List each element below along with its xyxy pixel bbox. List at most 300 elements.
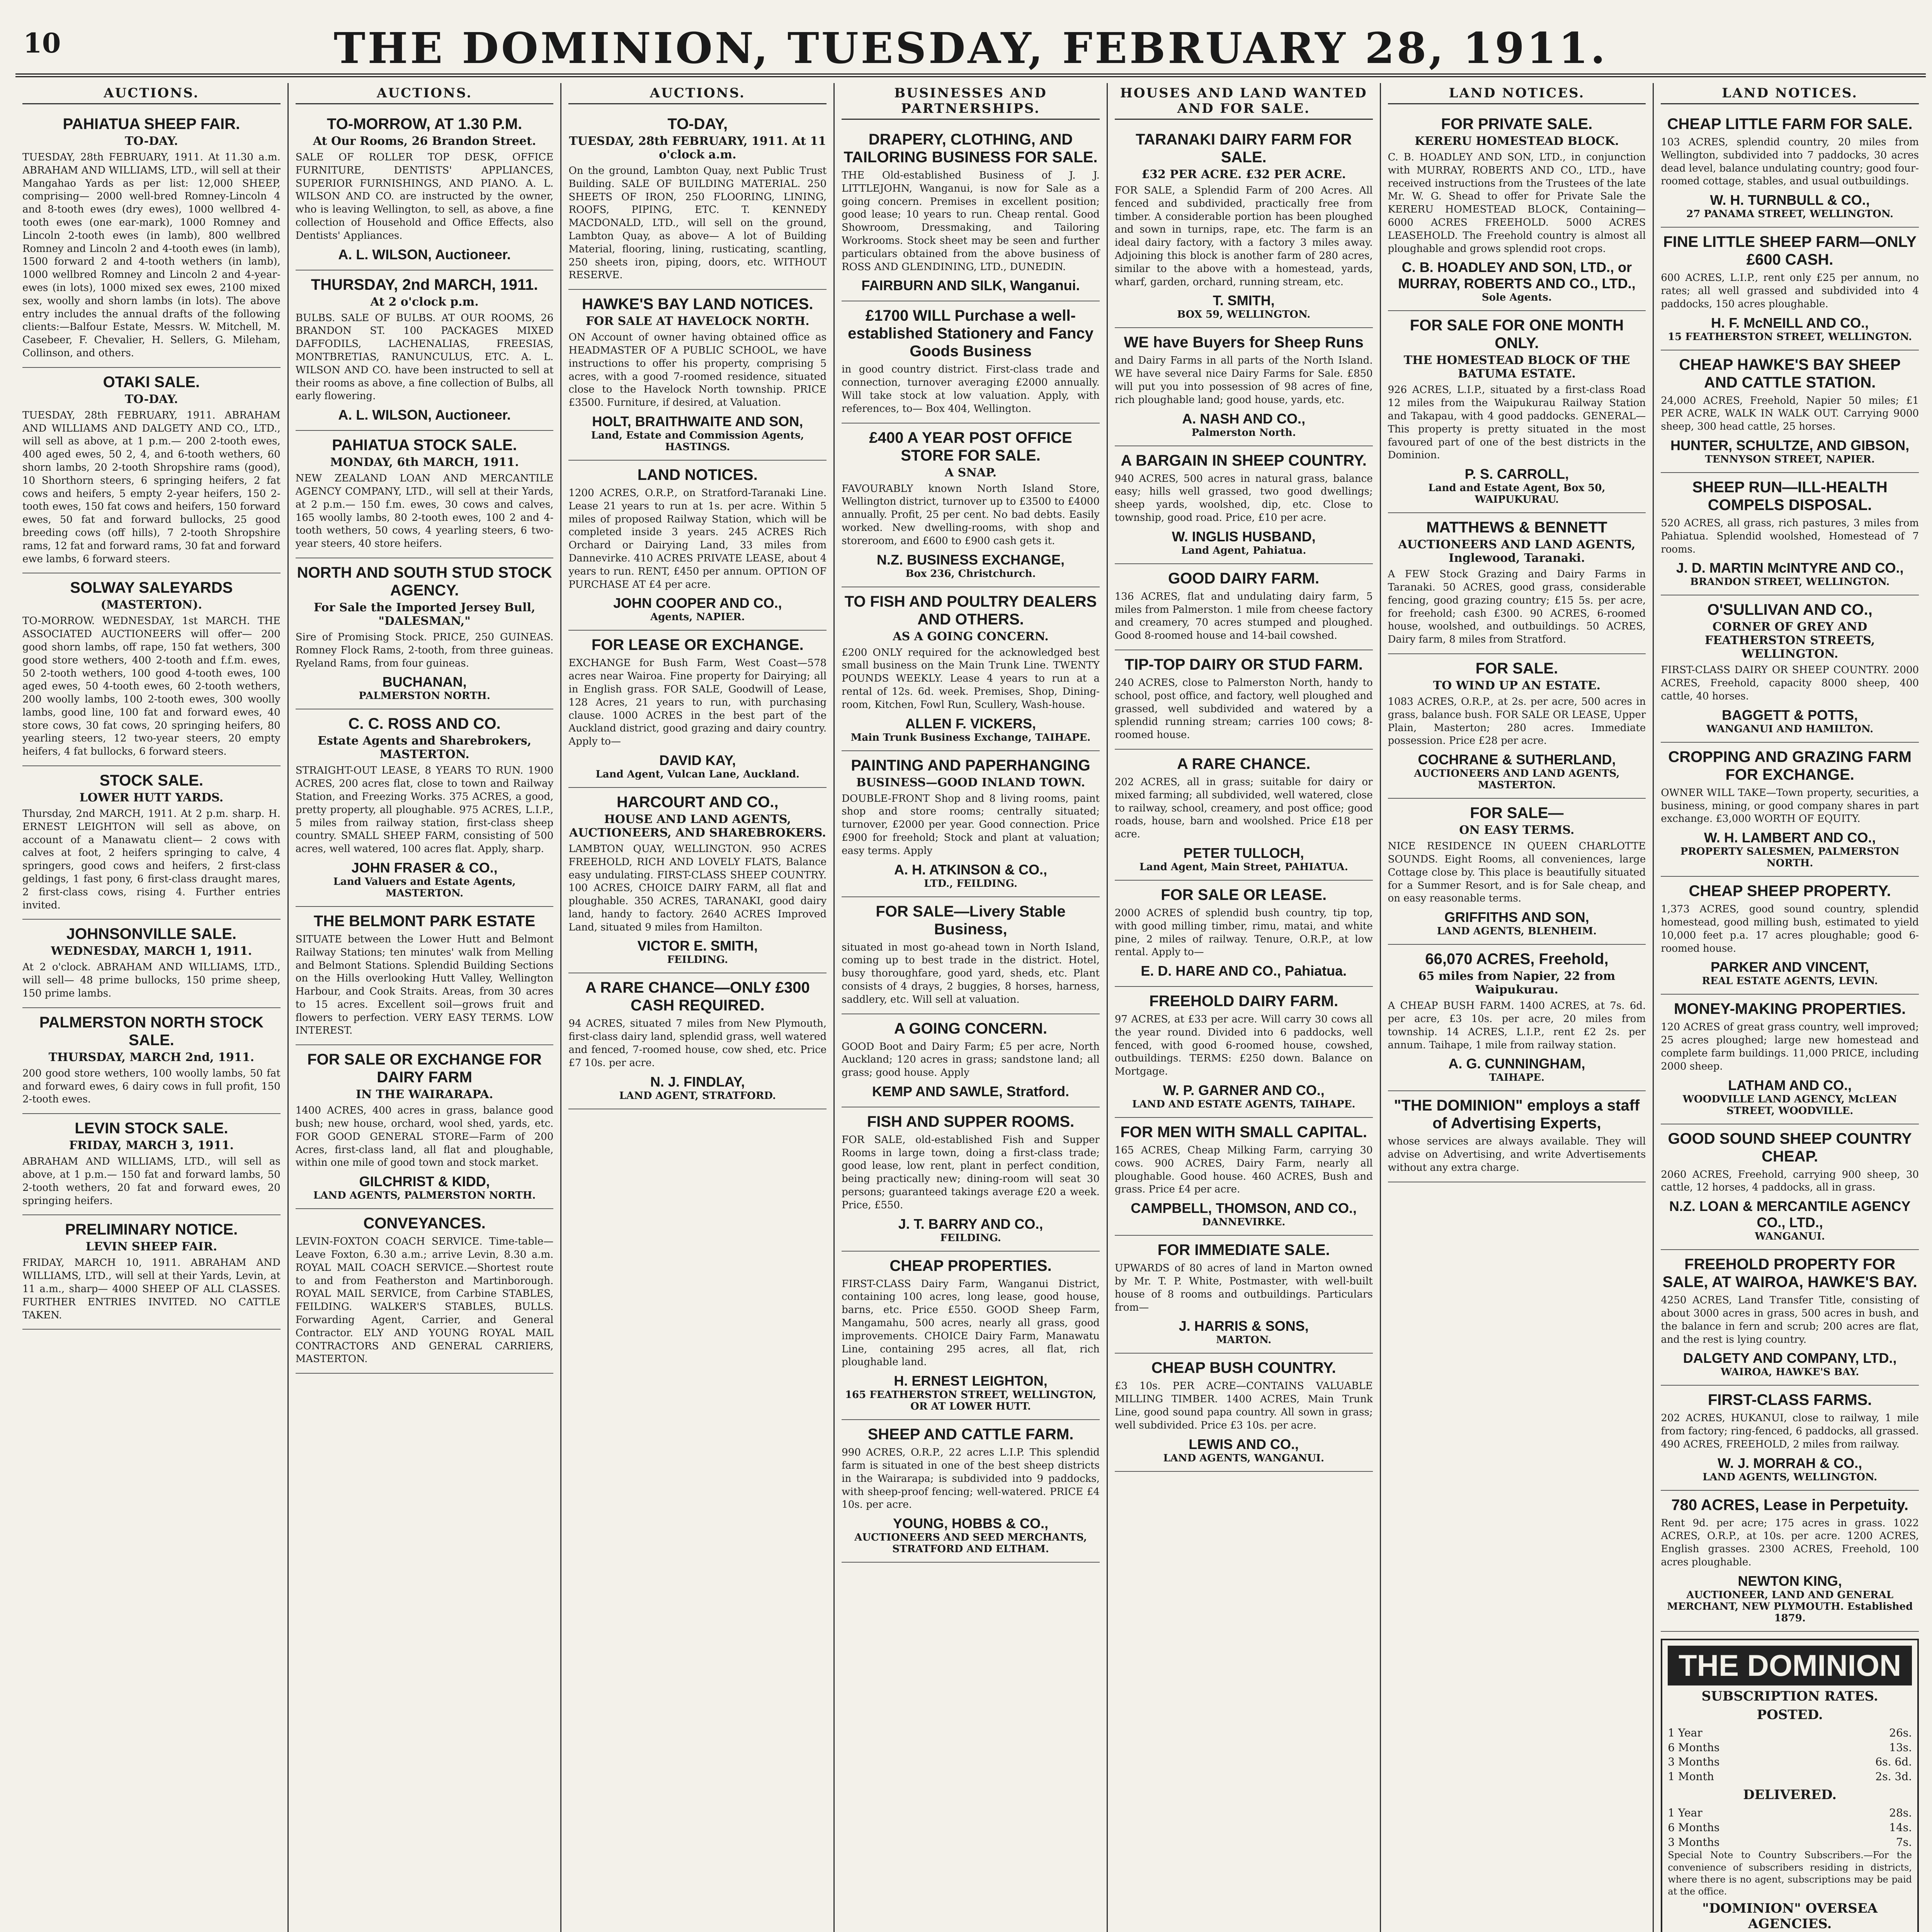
ad-title: FOR SALE. xyxy=(1475,660,1558,677)
ad-body: £200 ONLY required for the acknowledged best small business on the Main Trunk Line. TWENTY POUNDS WEEKLY. Lease 4 years to run at a rental of 12s. 6d. week. Premises, Shop, Dining-room, Kitchen, Fowl Run, Scullery, Wash-house. xyxy=(842,646,1100,711)
ad-body: 2060 ACRES, Freehold, carrying 900 sheep, 30 cattle, 12 horses, 4 paddocks, all in grass. xyxy=(1661,1168,1919,1194)
ad-firm-name: VICTOR E. SMITH, xyxy=(637,938,758,954)
ad-firm-name: NEWTON KING, xyxy=(1738,1573,1842,1589)
ad-title: A GOING CONCERN. xyxy=(894,1020,1048,1037)
ad-firm-name: DAVID KAY, xyxy=(659,752,736,768)
ad-title: CONVEYANCES. xyxy=(363,1215,486,1232)
advertisement xyxy=(842,301,1100,423)
advertisement xyxy=(296,1045,554,1209)
ad-body: 94 ACRES, situated 7 miles from New Plymouth, first-class dairy land, splendid grass, well watered and fenced, 7-roomed house, cow shed, etc. Price £7 10s. per acre. xyxy=(568,1018,827,1069)
ad-firm-name: N.Z. BUSINESS EXCHANGE, xyxy=(876,551,1065,568)
advertisement xyxy=(1388,654,1646,799)
advertisement xyxy=(842,751,1100,897)
ad-title: "THE DOMINION" employs a staff of Advertising Experts, xyxy=(1394,1097,1640,1132)
ad-body: BULBS. SALE OF BULBS. AT OUR ROOMS, 26 BRANDON ST. 100 PACKAGES MIXED DAFFODILS, LACHENALIAS, FREESIAS, MONTBRETIAS, RANUNCULUS, ETC. A. L. WILSON AND CO. have been instructed to sell at their rooms as above, a fine collection of Bulbs, all early flowering. xyxy=(295,312,554,402)
agencies-title: "DOMINION" OVERSEA AGENCIES. xyxy=(1702,1901,1878,1932)
ad-firm-name: ALLEN F. VICKERS, xyxy=(905,715,1036,731)
ad-title: WE have Buyers for Sheep Runs xyxy=(1124,334,1364,351)
rate-row xyxy=(1668,1755,1912,1769)
ad-body: 940 ACRES, 500 acres in natural grass, balance easy; hills well grassed, two good dwellings; sheep yards, woolshed, dip, etc. Close to township, good road. Price, £10 per acre. xyxy=(1114,473,1373,524)
advertisement xyxy=(1388,110,1646,311)
ad-firm-name: J. T. BARRY AND CO., xyxy=(898,1216,1043,1232)
advertisement xyxy=(1115,564,1373,650)
ad-body: ABRAHAM AND WILLIAMS, LTD., will sell as above, at 1 p.m.— 150 fat and forward lambs, 50 2-tooth wethers, 20 fat and forward ewes, 20 springing heifers. xyxy=(22,1156,281,1207)
ad-title: FIRST-CLASS FARMS. xyxy=(1708,1391,1872,1409)
ad-subtitle: At Our Rooms, 26 Brandon Street. xyxy=(313,134,536,148)
ad-firm-address: AUCTIONEERS AND LAND AGENTS, MASTERTON. xyxy=(1414,768,1620,791)
ad-body: NEW ZEALAND LOAN AND MERCANTILE AGENCY COMPANY, LTD., will sell at their Yards, at 2 p.m.— 150 f.m. ewes, 30 cows and calves, 165 woolly lambs, 80 2-tooth ewes, 100 2 and 4-tooth wethers, 50 cows, 4 yearling steers, 6 two-year steers, 40 store heifers. xyxy=(295,473,554,550)
ad-body: 1083 ACRES, O.R.P., at 2s. per acre, 500 acres in grass, balance bush. FOR SALE OR LEASE, Upper Plain, Masterton; 280 acres. Immediate possession. Price £28 per acre. xyxy=(1388,696,1646,747)
column-3 xyxy=(561,83,835,1932)
advertisement xyxy=(1661,1124,1919,1250)
ad-subtitle: AS A GOING CONCERN. xyxy=(893,629,1049,643)
column-heading: LAND NOTICES. xyxy=(1661,83,1919,104)
ad-body: DOUBLE-FRONT Shop and 8 living rooms, paint shop and store rooms; centrally situated; turnover, £2000 per year. Good connection. Price £900 for freehold; Stock and plant at valuation; easy terms. Apply xyxy=(842,793,1100,857)
ad-firm-address: TAIHAPE. xyxy=(1489,1072,1545,1084)
ad-body: and Dairy Farms in all parts of the North Island. WE have several nice Dairy Farms for Sale. £850 will put you into possession of 98 acres of fine, rich ploughable land; good house, yards, etc. xyxy=(1114,355,1373,406)
ad-body: NICE RESIDENCE IN QUEEN CHARLOTTE SOUNDS. Eight Rooms, all conveniences, large Cottage close by. This place is beautifully situated for a Summer Resort, and is for Sale cheap, and on easy reasonable terms. xyxy=(1388,840,1646,905)
advertisement xyxy=(1661,1491,1919,1632)
ad-title: FOR SALE FOR ONE MONTH ONLY. xyxy=(1410,317,1624,352)
ad-body: 1400 ACRES, 400 acres in grass, balance good bush; new house, orchard, wool shed, yards, etc. FOR GOOD GENERAL STORE—Farm of 200 Acres, first-class land, all flat and ploughable, within one mile of good town and stock market. xyxy=(295,1105,554,1169)
advertisement xyxy=(1661,473,1919,595)
rate-term: 1 Year xyxy=(1668,1726,1702,1739)
ad-firm-address: FEILDING. xyxy=(667,954,728,966)
rate-price: 2s. 3d. xyxy=(1875,1770,1912,1783)
ad-firm-name: W. H. TURNBULL & CO., xyxy=(1710,192,1870,208)
advertisement xyxy=(1388,945,1646,1091)
ad-title: HARCOURT AND CO., xyxy=(617,793,779,811)
advertisement xyxy=(1115,446,1373,564)
ad-body: 200 good store wethers, 100 woolly lambs, 50 fat and forward ewes, 6 dairy cows in full profit, 150 2-tooth ewes. xyxy=(22,1067,281,1105)
ad-firm-name: PARKER AND VINCENT, xyxy=(1711,959,1869,975)
column-7 xyxy=(1654,83,1926,1932)
rate-price: 6s. 6d. xyxy=(1875,1755,1912,1769)
column-heading: AUCTIONS. xyxy=(22,83,281,104)
ad-firm-name: A. G. CUNNINGHAM, xyxy=(1448,1056,1585,1072)
advertisement xyxy=(296,1209,554,1374)
page-number: 10 xyxy=(23,27,61,59)
ad-firm-name: E. D. HARE AND CO., Pahiatua. xyxy=(1141,963,1347,979)
advertisement xyxy=(296,270,554,431)
advertisement xyxy=(1661,595,1919,742)
ad-firm-address: LAND AGENT, STRATFORD. xyxy=(619,1090,776,1102)
ad-body: 990 ACRES, O.R.P., 22 acres L.I.P. This splendid farm is situated in one of the best sheep districts in the Wairarapa; is subdivided into 9 paddocks, with sheep-proof fencing; well-watered. PRICE £4 10s. per acre. xyxy=(842,1447,1100,1511)
ad-title: CHEAP BUSH COUNTRY. xyxy=(1151,1359,1336,1377)
ad-title: GOOD SOUND SHEEP COUNTRY CHEAP. xyxy=(1668,1130,1912,1165)
rate-price: 28s. xyxy=(1889,1806,1912,1820)
ad-firm-name: YOUNG, HOBBS & CO., xyxy=(893,1515,1049,1532)
ad-firm-address: BRANDON STREET, WELLINGTON. xyxy=(1690,576,1890,588)
column-heading: AUCTIONS. xyxy=(296,83,554,104)
ad-title: MATTHEWS & BENNETT xyxy=(1426,519,1607,536)
ad-body: £3 10s. PER ACRE—CONTAINS VALUABLE MILLING TIMBER. 1400 ACRES, Main Trunk Line, good sound papa country. All sown in grass; well subdivided. Price £3 10s. per acre. xyxy=(1114,1380,1373,1431)
ad-firm-name: J. HARRIS & SONS, xyxy=(1179,1318,1309,1334)
columns xyxy=(15,83,1926,1932)
ad-subtitle: FOR SALE AT HAVELOCK NORTH. xyxy=(585,315,810,328)
rate-term: 3 Months xyxy=(1668,1835,1720,1849)
ad-body: 165 ACRES, Cheap Milking Farm, carrying 30 cows. 900 ACRES, Dairy Farm, nearly all ploughable. Good house. 460 ACRES, Bush and grass. Price £4 per acre. xyxy=(1114,1145,1373,1196)
advertisement xyxy=(1388,513,1646,654)
advertisement xyxy=(22,573,281,766)
ad-subtitle: For Sale the Imported Jersey Bull, "DALESMAN," xyxy=(313,600,536,628)
ad-firm-name: P. S. CARROLL, xyxy=(1464,466,1569,482)
ad-subtitle: At 2 o'clock p.m. xyxy=(370,295,479,309)
ad-body: 520 ACRES, all grass, rich pastures, 3 miles from Pahiatua. Splendid woolshed, Homestead of 7 rooms. xyxy=(1661,517,1919,555)
ad-firm-name: HOLT, BRAITHWAITE AND SON, xyxy=(592,413,803,429)
ad-body: 240 ACRES, close to Palmerston North, handy to school, post office, and factory, well ploughed and grassed, well subdivided and watered by a splendid running stream; carries 100 cows; 8-roomed house. xyxy=(1114,677,1373,741)
rate-row xyxy=(1668,1740,1912,1755)
advertisement xyxy=(842,423,1100,587)
ad-firm-address: AUCTIONEER, LAND AND GENERAL MERCHANT, NEW PLYMOUTH. Established 1879. xyxy=(1667,1589,1913,1624)
column-heading: BUSINESSES AND PARTNERSHIPS. xyxy=(842,83,1100,120)
ad-subtitle: BUSINESS—GOOD INLAND TOWN. xyxy=(856,776,1085,789)
rate-term: 3 Months xyxy=(1668,1755,1720,1769)
ad-body: FIRST-CLASS Dairy Farm, Wanganui District, containing 100 acres, long lease, good house, barns, etc. Price £550. GOOD Sheep Farm, Mangamahu, 500 acres, nearly all grass, good improvements. CHOICE Dairy Farm, Manawatu Line, containing 295 acres, all flat, rich ploughable land. xyxy=(842,1278,1100,1368)
subscription-title: THE DOMINION xyxy=(1668,1646,1912,1685)
advertisement xyxy=(842,587,1100,751)
ad-firm-address: MARTON. xyxy=(1216,1334,1272,1346)
ad-subtitle: CORNER OF GREY AND FEATHERSTON STREETS, WELLINGTON. xyxy=(1705,620,1875,661)
ad-firm-name: N. J. FINDLAY, xyxy=(650,1073,745,1090)
ad-title: FOR SALE—Livery Stable Business, xyxy=(876,903,1066,938)
ad-firm-address: WAIROA, HAWKE'S BAY. xyxy=(1720,1366,1859,1378)
ad-body: in good country district. First-class trade and connection, turnover averaging £2000 annually. Will take stock at low valuation. Apply, with references, to— Box 404, Wellington. xyxy=(842,364,1100,415)
ad-firm-name: H. ERNEST LEIGHTON, xyxy=(894,1373,1048,1389)
advertisement xyxy=(296,431,554,558)
ad-firm-address: Land, Estate and Commission Agents, HASTINGS. xyxy=(591,429,804,453)
ad-body: 97 ACRES, at £33 per acre. Will carry 30 cows all the year round. Divided into 6 paddocks, well fenced, with good 6-roomed house, cowshed, outbuildings. TERMS: £250 down. Balance on Mortgage. xyxy=(1114,1014,1373,1078)
ad-title: PRELIMINARY NOTICE. xyxy=(65,1221,238,1238)
ad-firm-name: HUNTER, SCHULTZE, AND GIBSON, xyxy=(1670,437,1910,453)
ad-firm-name: PETER TULLOCH, xyxy=(1183,845,1304,861)
ad-title: FOR SALE OR EXCHANGE FOR DAIRY FARM xyxy=(307,1051,542,1086)
ad-title: SHEEP RUN—ILL-HEALTH COMPELS DISPOSAL. xyxy=(1692,478,1888,514)
ad-firm-name: J. D. MARTIN McINTYRE AND CO., xyxy=(1676,560,1904,576)
ad-body: THE Old-established Business of J. J. LITTLEJOHN, Wanganui, is now for Sale as a going concern. Premises in excellent position; good lease; 10 years to run. Cheap rental. Good Showroom, Dressmaking, and Tailoring Workrooms. Stock sheet may be seen and further particulars obtained from the above business of ROSS AND GLENDINING, LTD., DUNEDIN. xyxy=(842,170,1100,273)
ad-firm-name: A. H. ATKINSON & CO., xyxy=(894,861,1048,878)
ad-body: 202 ACRES, HUKANUI, close to railway, 1 mile from factory; ring-fenced, 6 paddocks, all grassed. 490 ACRES, FREEHOLD, 2 miles from railway. xyxy=(1661,1412,1919,1450)
advertisement xyxy=(22,920,281,1008)
column-5 xyxy=(1108,83,1381,1932)
ad-title: HAWKE'S BAY LAND NOTICES. xyxy=(582,296,813,313)
ad-firm-name: A. L. WILSON, Auctioneer. xyxy=(338,407,511,423)
advertisement xyxy=(22,368,281,574)
ad-subtitle: Estate Agents and Sharebrokers, MASTERTON. xyxy=(318,734,532,762)
ad-subtitle: THE HOMESTEAD BLOCK OF THE BATUMA ESTATE. xyxy=(1403,354,1630,381)
ad-body: 1,373 ACRES, good sound country, splendid homestead, good milling bush, estimated to yield 10,000 feet p.a. 17 acres ploughable; good 6-roomed house. xyxy=(1661,903,1919,954)
ad-title: £1700 WILL Purchase a well-established Stationery and Fancy Goods Business xyxy=(848,307,1094,360)
ad-firm-address: LTD., FEILDING. xyxy=(924,878,1017,889)
ad-body: 120 ACRES of great grass country, well improved; 25 acres ploughed; large new homestead and complete farm buildings. 11,000 PRICE, including 2000 sheep. xyxy=(1661,1021,1919,1072)
subscription-note: Special Note to Country Subscribers.—For the convenience of subscribers residing in districts, where there is no agent, subscriptions may be paid at the office. xyxy=(1668,1850,1912,1897)
ad-title: CHEAP SHEEP PROPERTY. xyxy=(1689,883,1891,900)
ad-firm-name: LATHAM AND CO., xyxy=(1728,1077,1852,1093)
ad-title: NORTH AND SOUTH STUD STOCK AGENCY. xyxy=(297,564,552,599)
ad-body: C. B. HOADLEY AND SON, LTD., in conjunction with MURRAY, ROBERTS AND CO., LTD., have received instructions from the Trustees of the late Mr. W. G. Shead to offer for Private Sale the KERERU HOMESTEAD BLOCK, Containing— 6000 ACRES FREEHOLD. 5000 ACRES LEASEHOLD. The Freehold country is almost all ploughable and grows splendid root crops. xyxy=(1388,151,1646,255)
column-heading: AUCTIONS. xyxy=(568,83,827,104)
advertisement xyxy=(1661,743,1919,877)
ad-body: 1200 ACRES, O.R.P., on Stratford-Taranaki Line. Lease 21 years to run at 1s. per acre. Within 5 miles of proposed Railway Station, which will be completed inside 3 years. 245 ACRES Rich Orchard or Dairying Land, 33 miles from Dannevirke. 410 ACRES PRIVATE LEASE, about 4 years to run. RENT, £450 per annum. OPTION OF PURCHASE AT £4 per acre. xyxy=(568,487,827,590)
ad-subtitle: (MASTERTON). xyxy=(100,598,202,612)
rate-price: 13s. xyxy=(1889,1741,1912,1754)
ad-title: PAHIATUA SHEEP FAIR. xyxy=(63,116,240,133)
ad-firm-address: LAND AND ESTATE AGENTS, TAIHAPE. xyxy=(1132,1099,1355,1111)
ad-firm-name: H. F. McNEILL AND CO., xyxy=(1711,315,1869,331)
rate-price: 7s. xyxy=(1896,1835,1912,1849)
ad-subtitle: TO-DAY. xyxy=(124,134,178,148)
ad-body: 2000 ACRES of splendid bush country, tip top, with good milling timber, rimu, matai, and white pine, 2 miles of railway. Tenure, O.R.P., at low rental. Apply to— xyxy=(1114,907,1373,958)
ad-title: TARANAKI DAIRY FARM FOR SALE. xyxy=(1136,131,1352,166)
rate-term: 1 Year xyxy=(1668,1806,1702,1820)
ad-subtitle: THURSDAY, MARCH 2nd, 1911. xyxy=(48,1050,254,1064)
advertisement xyxy=(1388,311,1646,513)
advertisement xyxy=(1115,125,1373,328)
ad-firm-name: GRIFFITHS AND SON, xyxy=(1444,909,1589,925)
ad-body: 926 ACRES, L.I.P., situated by a first-class Road 12 miles from the Waipukurau Railway Station and Takapau, with 4 good paddocks. GENERAL—This property is pretty situated in the most favoured part of one of the best districts in the Dominion. xyxy=(1388,384,1646,461)
advertisement xyxy=(1388,1091,1646,1182)
column-heading: HOUSES AND LAND WANTED AND FOR SALE. xyxy=(1115,83,1373,120)
advertisement xyxy=(568,461,827,631)
subscription-box xyxy=(1661,1639,1919,1932)
ad-title: FOR MEN WITH SMALL CAPITAL. xyxy=(1120,1124,1367,1141)
ad-firm-address: AUCTIONEERS AND SEED MERCHANTS, STRATFORD AND ELTHAM. xyxy=(854,1532,1087,1555)
ad-body: STRAIGHT-OUT LEASE, 8 YEARS TO RUN. 1900 ACRES, 200 acres flat, close to town and Railway Station, and Freezing Works. 375 ACRES, a good, pretty property, all ploughable. 975 ACRES, L.I.P., 5 miles from railway station, first-class sheep country. SMALL SHEEP FARM, consisting of 500 acres, well watered, 100 acres flat. Apply, sharp. xyxy=(295,765,554,855)
ad-title: CHEAP PROPERTIES. xyxy=(889,1257,1052,1274)
ad-body: LEVIN-FOXTON COACH SERVICE. Time-table—Leave Foxton, 6.30 a.m.; arrive Levin, 8.30 a.m. ROYAL MAIL COACH SERVICE.—Shortest route to and from Featherston and Martinborough. ROYAL MAIL SERVICE, from Carbine STABLES, FEILDING. WALKER'S STABLES, BULLS. Forwarding Agent, Carrier, and General Contractor. ELY AND YOUNG ROYAL MAIL CONTRACTORS AND GENERAL CARRIERS, MASTERTON. xyxy=(295,1236,554,1365)
ad-firm-name: CAMPBELL, THOMSON, AND CO., xyxy=(1131,1200,1357,1216)
ad-body: SITUATE between the Lower Hutt and Belmont Railway Stations; ten minutes' walk from Melling and Belmont Stations. Splendid Building Sections on the Hills overlooking Hutt Valley, Wellington Harbour, and Cook Straits. Areas, from 30 acres to 15 acres. Excellent soil—grows fruit and flowers to perfection. VERY EASY TERMS. LOW INTEREST. xyxy=(295,933,554,1037)
rate-term: 6 Months xyxy=(1668,1741,1720,1754)
ad-firm-address: Land Agent, Vulcan Lane, Auckland. xyxy=(595,768,800,780)
advertisement xyxy=(1661,228,1919,350)
ad-body: whose services are always available. They will advise on Advertising, and write Advertisements without any extra charge. xyxy=(1388,1136,1646,1173)
ad-title: CROPPING AND GRAZING FARM FOR EXCHANGE. xyxy=(1668,748,1912,783)
ad-title: 66,070 ACRES, Freehold, xyxy=(1425,951,1609,968)
ad-body: 600 ACRES, L.I.P., rent only £25 per annum, no rates; all well grassed and subdivided into 4 paddocks, 150 acres ploughable. xyxy=(1661,272,1919,310)
ad-body: 202 ACRES, all in grass; suitable for dairy or mixed farming; all subdivided, well watered, close to railway, school, creamery, and post office; good roads, house, barn and woolshed. Price £18 per acre. xyxy=(1114,776,1373,840)
advertisement xyxy=(1115,1118,1373,1236)
rate-row xyxy=(1668,1806,1912,1820)
advertisement xyxy=(22,766,281,920)
advertisement xyxy=(1661,877,1919,995)
advertisement xyxy=(1115,328,1373,446)
ad-title: LAND NOTICES. xyxy=(637,466,758,483)
ad-firm-address: LAND AGENTS, WELLINGTON. xyxy=(1702,1471,1878,1483)
ad-body: SALE OF ROLLER TOP DESK, OFFICE FURNITURE, DENTISTS' APPLIANCES, SUPERIOR FURNISHINGS, AND PIANO. A. L. WILSON AND CO. are instructed by the owner, who is leaving Wellington, to sell, as above, a fine collection of Household and Office Effects, also Dentists' Appliances. xyxy=(295,151,554,242)
ad-body: FAVOURABLY known North Island Store, Wellington district, turnover up to £3500 to £4000 annually. Profit, 25 per cent. No bad debts. Easily worked. New dwelling-rooms, with shop and storeroom, and £600 to £900 cash gets it. xyxy=(842,483,1100,547)
ad-title: THURSDAY, 2nd MARCH, 1911. xyxy=(311,276,538,293)
ad-body: FIRST-CLASS DAIRY OR SHEEP COUNTRY. 2000 ACRES, Freehold, capacity 8000 sheep, 400 cattle, 40 horses. xyxy=(1661,664,1919,702)
ad-title: SOLWAY SALEYARDS xyxy=(70,579,233,597)
ad-firm-address: 165 FEATHERSTON STREET, WELLINGTON, OR AT LOWER HUTT. xyxy=(845,1389,1097,1413)
ad-title: STOCK SALE. xyxy=(99,772,203,789)
rate-price: 14s. xyxy=(1889,1821,1912,1834)
ad-firm-address: Land Valuers and Estate Agents, MASTERTON. xyxy=(333,876,516,899)
ad-body: 136 ACRES, flat and undulating dairy farm, 5 miles from Palmerston. 1 mile from cheese factory and creamery, 70 acres stumped and ploughed. Good 8-roomed house and 14-bail cowshed. xyxy=(1114,590,1373,642)
advertisement xyxy=(296,907,554,1045)
advertisement xyxy=(568,973,827,1109)
ad-body: 103 ACRES, splendid country, 20 miles from Wellington, subdivided into 7 paddocks, 30 acres dead level, balance undulating country; good four-roomed cottage, stables, and usual outbuildings. xyxy=(1661,136,1919,187)
ad-firm-address: Sole Agents. xyxy=(1481,292,1552,304)
ad-firm-address: FEILDING. xyxy=(940,1232,1001,1244)
ad-title: LEVIN STOCK SALE. xyxy=(75,1120,228,1137)
ad-firm-address: Land Agent, Pahiatua. xyxy=(1181,544,1306,556)
advertisement xyxy=(1661,995,1919,1124)
ad-subtitle: TO WIND UP AN ESTATE. xyxy=(1433,679,1601,692)
advertisement xyxy=(1661,1386,1919,1490)
ad-firm-address: TENNYSON STREET, NAPIER. xyxy=(1705,453,1875,465)
ad-firm-address: BOX 59, WELLINGTON. xyxy=(1177,309,1311,321)
ad-subtitle: TUESDAY, 28th FEBRUARY, 1911. At 11 o'clock a.m. xyxy=(569,134,827,162)
ad-body: Thursday, 2nd MARCH, 1911. At 2 p.m. sharp. H. ERNEST LEIGHTON will sell as above, on account of a Manawatu client— 2 cows with calves at foot, 2 heifers springing to calve, 4 springers, good cows and heifers, 2 first-class geldings, 1 fast pony, 6 first-class draught mares, 2 first-class cows, rising 4. Further entries invited. xyxy=(22,808,281,911)
ad-title: DRAPERY, CLOTHING, AND TAILORING BUSINESS FOR SALE. xyxy=(844,131,1098,166)
advertisement xyxy=(296,110,554,270)
ad-firm-address: 27 PANAMA STREET, WELLINGTON. xyxy=(1686,208,1894,220)
ad-body: Rent 9d. per acre; 175 acres in grass. 1022 ACRES, O.R.P., at 10s. per acre. 1200 ACRES, English grasses. 2300 ACRES, Freehold, 100 acres ploughable. xyxy=(1661,1517,1919,1568)
advertisement xyxy=(568,110,827,290)
advertisement xyxy=(842,1420,1100,1563)
ad-firm-name: A. L. WILSON, Auctioneer. xyxy=(338,246,511,262)
masthead xyxy=(15,15,1926,77)
ad-body: A CHEAP BUSH FARM. 1400 ACRES, at 7s. 6d. per acre, £3 10s. per acre, 20 miles from township. 14 ACRES, L.I.P., rent £2 2s. per annum. Taihape, 1 mile from railway station. xyxy=(1388,1000,1646,1051)
ad-body: situated in most go-ahead town in North Island, coming up to best trade in the district. Hotel, busy thoroughfare, good yard, sheds, etc. Plant consists of 4 drays, 2 buggies, 8 horses, harness, saddlery, etc. Will sell at valuation. xyxy=(842,941,1100,1005)
ad-body: 24,000 ACRES, Freehold, Napier 50 miles; £1 PER ACRE, WALK IN WALK OUT. Carrying 9000 sheep, 300 head cattle, 25 horses. xyxy=(1661,395,1919,433)
ad-firm-name: BAGGETT & POTTS, xyxy=(1722,707,1858,723)
ad-firm-name: LEWIS AND CO., xyxy=(1189,1436,1299,1452)
ad-body: GOOD Boot and Dairy Farm; £5 per acre, North Auckland; 120 acres in grass; sandstone land; all grass; good house. Apply xyxy=(842,1041,1100,1079)
ad-firm-name: W. INGLIS HUSBAND, xyxy=(1172,528,1316,544)
ad-title: FOR SALE OR LEASE. xyxy=(1161,886,1327,903)
rate-term: 6 Months xyxy=(1668,1821,1720,1834)
ad-firm-name: JOHN COOPER AND CO., xyxy=(613,595,782,611)
ad-firm-name: COCHRANE & SUTHERLAND, xyxy=(1418,752,1616,768)
ad-firm-name: FAIRBURN AND SILK, Wanganui. xyxy=(861,277,1080,294)
ad-title: A BARGAIN IN SHEEP COUNTRY. xyxy=(1121,452,1367,469)
ad-title: OTAKI SALE. xyxy=(103,373,200,391)
ad-firm-address: Main Trunk Business Exchange, TAIHAPE. xyxy=(850,731,1091,743)
advertisement xyxy=(22,110,281,368)
column-4 xyxy=(835,83,1108,1932)
ad-title: FOR PRIVATE SALE. xyxy=(1441,116,1593,133)
ad-subtitle: LEVIN SHEEP FAIR. xyxy=(85,1240,217,1254)
ad-firm-address: Box 236, Christchurch. xyxy=(905,568,1036,580)
posted-label: POSTED. xyxy=(1757,1707,1823,1723)
ad-title: FREEHOLD PROPERTY FOR SALE, AT WAIROA, HAWKE'S BAY. xyxy=(1662,1256,1917,1291)
ad-body: A FEW Stock Grazing and Dairy Farms in Taranaki. 50 ACRES, good grass, considerable fencing, good grazing country; £15 5s. per acre, for freehold; cash £300. 90 ACRES, 6-roomed house, woolshed, and outbuildings. 50 ACRES, Dairy farm, 8 miles from Stratford. xyxy=(1388,568,1646,646)
ad-body: FRIDAY, MARCH 10, 1911. ABRAHAM AND WILLIAMS, LTD., will sell at their Yards, Levin, at 11 a.m., sharp— 4000 SHEEP OF ALL CLASSES. FURTHER ENTRIES INVITED. NO CATTLE TAKEN. xyxy=(22,1257,281,1321)
ad-title: A RARE CHANCE—ONLY £300 CASH REQUIRED. xyxy=(585,979,810,1014)
ad-firm-name: A. NASH AND CO., xyxy=(1182,410,1306,427)
ad-firm-name: DALGETY AND COMPANY, LTD., xyxy=(1683,1350,1897,1366)
ad-firm-address: REAL ESTATE AGENTS, LEVIN. xyxy=(1702,975,1878,987)
column-2 xyxy=(289,83,562,1932)
delivered-label: DELIVERED. xyxy=(1743,1787,1837,1803)
ad-firm-address: LAND AGENTS, PALMERSTON NORTH. xyxy=(313,1190,536,1202)
newspaper-title: THE DOMINION, TUESDAY, FEBRUARY 28, 1911. xyxy=(333,23,1608,73)
ad-body: UPWARDS of 80 acres of land in Marton owned by Mr. T. P. White, Postmaster, with well-built house of 8 rooms and outbuildings. Particulars from— xyxy=(1114,1262,1373,1313)
ad-firm-name: T. SMITH, xyxy=(1213,293,1275,309)
ad-title: PAHIATUA STOCK SALE. xyxy=(332,437,517,454)
ad-firm-address: PALMERSTON NORTH. xyxy=(359,690,490,702)
ad-subtitle: IN THE WAIRARAPA. xyxy=(355,1088,493,1102)
ad-firm-address: WANGANUI. xyxy=(1755,1231,1825,1243)
ad-firm-address: PROPERTY SALESMEN, PALMERSTON NORTH. xyxy=(1680,846,1900,869)
ad-firm-name: W. H. LAMBERT AND CO., xyxy=(1704,830,1876,846)
ad-title: FINE LITTLE SHEEP FARM—ONLY £600 CASH. xyxy=(1663,233,1917,269)
ad-title: TIP-TOP DAIRY OR STUD FARM. xyxy=(1124,656,1363,673)
ad-subtitle: ON EASY TERMS. xyxy=(1459,823,1575,837)
ad-title: MONEY-MAKING PROPERTIES. xyxy=(1674,1000,1906,1018)
rate-row xyxy=(1668,1769,1912,1784)
ad-body: FOR SALE, a Splendid Farm of 200 Acres. All fenced and subdivided, practically free from timber. A considerable portion has been ploughed and sown in turnips, rape, etc. The farm is an ideal dairy factory, with a factory 3 miles away. Adjoining this block is another farm of 280 acres, similar to the above with a homestead, yards, wharf, garden, orchard, running stream, etc. xyxy=(1114,185,1373,288)
ad-body: On the ground, Lambton Quay, next Public Trust Building. SALE OF BUILDING MATERIAL. 250 SHEETS OF IRON, 250 FLOORING, LINING, ROOFS, PIPING, ETC. T. KENNEDY MACDONALD, LTD., will sell on the ground, Lambton Quay, as above— A lot of Building Material, flooring, lining, rusticating, scantling, 250 sheets iron, piping, doors, etc. WITHOUT RESERVE. xyxy=(568,165,827,281)
advertisement xyxy=(842,1014,1100,1107)
ad-title: £400 A YEAR POST OFFICE STORE FOR SALE. xyxy=(869,429,1072,464)
ad-body: TUESDAY, 28th FEBRUARY, 1911. ABRAHAM AND WILLIAMS AND DALGETY AND CO., LTD., will sell as above, at 1 p.m.— 200 2-tooth ewes, 400 aged ewes, 50 2, 4, and 6-tooth wethers, 60 shorn lambs, 20 2-tooth Shropshire rams (good), 10 Shorthorn steers, 6 springing heifers, 2 fat cows and heifers, 5 empty 2-year heifers, 150 2-tooth ewes, 150 fat cows and heifers, 150 forward ewes, 50 fat and forward bullocks, 25 good breeding cows (off hills), 7 2-tooth Shropshire rams, 12 fat and forward rams, 30 fat and forward ewe lambs, 6 forward steers. xyxy=(22,409,281,565)
ad-firm-address: LAND AGENTS, WANGANUI. xyxy=(1163,1452,1325,1464)
ad-body: ON Account of owner having obtained office as HEADMASTER OF A PUBLIC SCHOOL, we have instructions to offer his property, comprising 5 acres, with a good 7-roomed residence, situated close to the Havelock North township. PRICE £3500. Furniture, if desired, at Valuation. xyxy=(568,332,827,409)
advertisement xyxy=(22,1114,281,1215)
ad-title: JOHNSONVILLE SALE. xyxy=(66,925,236,943)
ad-body: OWNER WILL TAKE—Town property, securities, a business, mining, or good company shares in part exchange. £3,000 WORTH OF EQUITY. xyxy=(1661,787,1919,825)
ad-title: FOR LEASE OR EXCHANGE. xyxy=(591,636,804,654)
ad-subtitle: AUCTIONEERS AND LAND AGENTS, Inglewood, Taranaki. xyxy=(1398,538,1636,565)
advertisement xyxy=(1661,350,1919,473)
ad-body: 4250 ACRES, Land Transfer Title, consisting of about 3000 acres in grass, 500 acres in bush, and the balance in fern and scrub; 200 acres are flat, and the rest is lying country. xyxy=(1661,1294,1919,1345)
ad-firm-address: DANNEVIRKE. xyxy=(1202,1216,1286,1228)
ad-subtitle: KERERU HOMESTEAD BLOCK. xyxy=(1415,134,1619,148)
advertisement xyxy=(1115,650,1373,750)
advertisement xyxy=(1661,110,1919,228)
ad-firm-address: WOODVILLE LAND AGENCY, McLEAN STREET, WOODVILLE. xyxy=(1682,1093,1897,1117)
advertisement xyxy=(22,1008,281,1114)
ad-title: GOOD DAIRY FARM. xyxy=(1168,570,1320,587)
column-heading: LAND NOTICES. xyxy=(1388,83,1646,104)
ad-title: FISH AND SUPPER ROOMS. xyxy=(867,1113,1075,1130)
advertisement xyxy=(22,1215,281,1330)
ad-firm-name: W. J. MORRAH & CO., xyxy=(1718,1455,1862,1471)
ad-firm-address: Palmerston North. xyxy=(1191,427,1296,439)
advertisement xyxy=(1115,987,1373,1118)
rate-price: 26s. xyxy=(1889,1726,1912,1739)
ad-firm-name: N.Z. LOAN & MERCANTILE AGENCY CO., LTD., xyxy=(1669,1198,1911,1231)
ad-title: 780 ACRES, Lease in Perpetuity. xyxy=(1671,1496,1908,1514)
advertisement xyxy=(568,290,827,461)
ad-body: Sire of Promising Stock. PRICE, 250 GUINEAS. Romney Flock Rams, 2-tooth, from three guineas. Ryeland Rams, from four guineas. xyxy=(295,631,554,669)
advertisement xyxy=(296,558,554,709)
ad-title: TO FISH AND POULTRY DEALERS AND OTHERS. xyxy=(844,593,1097,628)
ad-title: SHEEP AND CATTLE FARM. xyxy=(867,1426,1074,1443)
ad-title: CHEAP LITTLE FARM FOR SALE. xyxy=(1667,116,1913,133)
column-1 xyxy=(15,83,289,1932)
advertisement xyxy=(1388,799,1646,945)
ad-title: A RARE CHANCE. xyxy=(1177,755,1311,772)
ad-body: TUESDAY, 28th FEBRUARY, 1911. At 11.30 a.m. ABRAHAM AND WILLIAMS, LTD., will sell at their Mangahao Yards as per list: 12,000 SHEEP, comprising— 2000 well-bred Romney-Lincoln 4 and 8-tooth ewes (dry ewes), 1000 wellbred 4-tooth ewes (one ear-mark), 1000 Romney and Lincoln 2-tooth ewes (in lamb), 800 wellbred Romney and Lincoln 2 and 4-tooth ewes (in lamb), 1500 forward 2 and 4-tooth wethers (in lamb), 1000 wellbred Romney and Lincoln 2 and 4-year-ewes (in lots), 1000 mixed sex ewes, 2100 mixed sex, woolly and shorn lambs (in lots). The above entry includes the annual drafts of the following clients:—Balfour Estate, Messrs. W. Mitchell, M. Casebeer, F. Chevalier, H. Sellers, G. Mileham, Collinson, and others. xyxy=(22,151,281,359)
ad-title: FOR IMMEDIATE SALE. xyxy=(1157,1242,1330,1259)
advertisement xyxy=(1115,1236,1373,1354)
advertisement xyxy=(568,788,827,974)
advertisement xyxy=(1661,1250,1919,1386)
ad-body: FOR SALE, old-established Fish and Supper Rooms in large town, doing a first-class trade; good lease, low rent, plant in perfect condition, being practically new; dining-room will seat 30 persons; guaranteed takings average £20 a week. Price, £550. xyxy=(842,1134,1100,1211)
ad-firm-address: Agents, NAPIER. xyxy=(650,611,745,623)
advertisement xyxy=(568,631,827,788)
ad-title: FREEHOLD DAIRY FARM. xyxy=(1149,993,1338,1010)
ad-title: TO-MORROW, AT 1.30 P.M. xyxy=(327,116,522,133)
ad-subtitle: HOUSE AND LAND AGENTS, AUCTIONEERS, AND SHAREBROKERS. xyxy=(569,812,826,840)
ad-firm-name: JOHN FRASER & CO., xyxy=(351,859,498,876)
rate-row xyxy=(1668,1726,1912,1740)
